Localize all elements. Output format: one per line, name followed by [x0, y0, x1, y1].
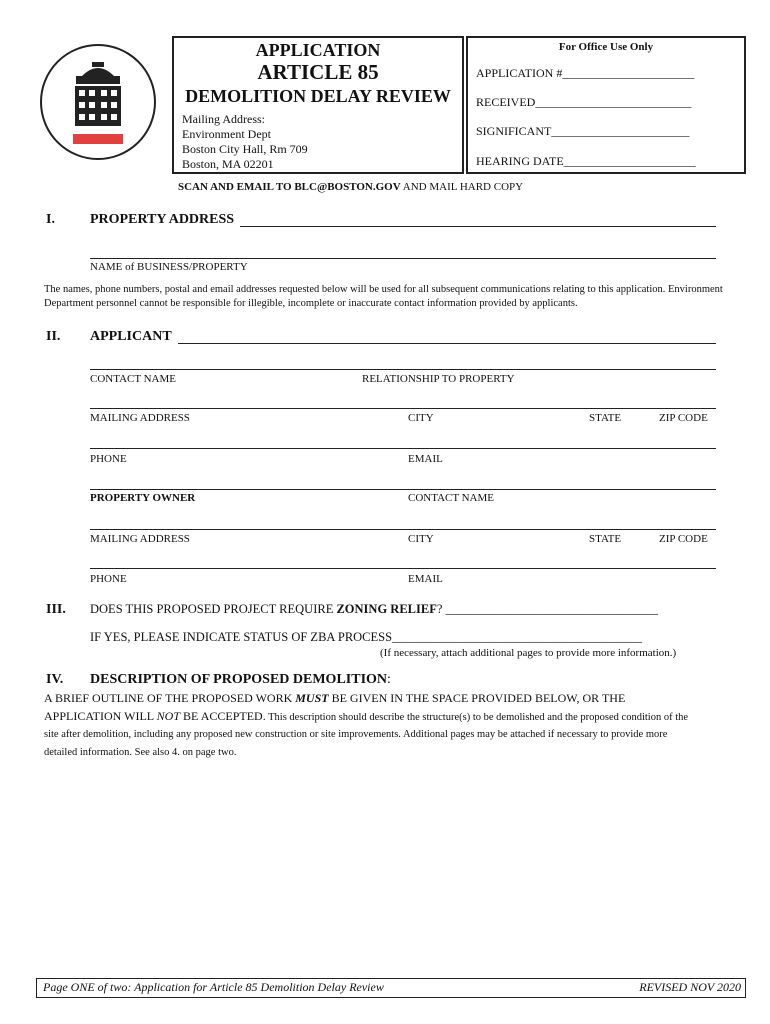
property-address-field[interactable] [240, 226, 716, 227]
owner-phone-label: PHONE [90, 573, 127, 585]
mailing-address-label: MAILING ADDRESS [90, 412, 190, 424]
page-footer [36, 978, 746, 998]
property-owner-field[interactable] [90, 489, 716, 490]
section-number-2: II. [46, 329, 61, 344]
state-label: STATE [589, 412, 622, 424]
title-box [172, 36, 464, 174]
email-label: EMAIL [408, 453, 443, 465]
mailing-address-block [182, 112, 308, 172]
mailing-line: Mailing Address: [182, 112, 265, 126]
owner-mailing-address-label: MAILING ADDRESS [90, 533, 190, 545]
instruction-email: SCAN AND EMAIL TO BLC@BOSTON.GOV [178, 181, 401, 193]
description-instruction-line4: detailed information. See also 4. on page two. [44, 747, 237, 758]
phone-label: PHONE [90, 453, 127, 465]
contact-name-field[interactable] [90, 369, 716, 370]
line1-pre: A BRIEF OUTLINE OF THE PROPOSED WORK [44, 691, 296, 705]
section-title-description [90, 672, 391, 688]
owner-email-label: EMAIL [408, 573, 443, 585]
line2-small: This description should describe the structure(s) to be demolished and the proposed condition of the [265, 712, 689, 723]
property-owner-label: PROPERTY OWNER [90, 492, 196, 504]
received-field[interactable]: RECEIVED__________________________ [476, 95, 692, 109]
section-number-4: IV. [46, 672, 64, 687]
office-use-heading: For Office Use Only [558, 41, 654, 53]
not-emphasis: NOT [156, 709, 181, 723]
must-emphasis: MUST [295, 691, 329, 705]
significant-field[interactable]: SIGNIFICANT_______________________ [476, 124, 690, 138]
hearing-date-field[interactable]: HEARING DATE______________________ [476, 154, 696, 168]
business-name-field[interactable] [90, 258, 716, 259]
relationship-label: RELATIONSHIP TO PROPERTY [362, 373, 515, 385]
section-number-3: III. [46, 602, 66, 617]
building-icon [42, 46, 154, 158]
contact-name-label: CONTACT NAME [90, 373, 177, 385]
section-title-property-address: PROPERTY ADDRESS [90, 212, 235, 227]
zba-status-field[interactable]: IF YES, PLEASE INDICATE STATUS OF ZBA PROCESS________________________________________ [90, 630, 643, 644]
attach-pages-note: (If necessary, attach additional pages to provide more information.) [380, 647, 677, 659]
mailing-line: Boston, MA 02201 [182, 157, 274, 171]
form-title-demolition: DEMOLITION DELAY REVIEW [185, 86, 451, 106]
owner-city-label: CITY [408, 533, 434, 545]
description-textarea[interactable] [44, 766, 744, 966]
line2-pre: APPLICATION WILL [44, 709, 157, 723]
section-number-1: I. [46, 212, 55, 227]
applicant-phone-field[interactable] [90, 448, 716, 449]
submission-instruction [178, 181, 523, 193]
zoning-question-pre: DOES THIS PROPOSED PROJECT REQUIRE [90, 602, 337, 616]
form-title-article: ARTICLE 85 [257, 60, 379, 84]
business-name-label: NAME of BUSINESS/PROPERTY [90, 261, 248, 273]
owner-mailing-field[interactable] [90, 529, 716, 530]
section-title-applicant: APPLICANT [90, 329, 172, 344]
applicant-name-field[interactable] [178, 343, 716, 344]
description-instruction-line2 [44, 709, 688, 724]
application-number-field[interactable]: APPLICATION #______________________ [476, 66, 695, 80]
line2-post: BE ACCEPTED. [180, 709, 266, 723]
line1-post: BE GIVEN IN THE SPACE PROVIDED BELOW, OR THE [328, 691, 626, 705]
footer-page-label: Page ONE of two: Application for Article 85 Demolition Delay Review [43, 980, 384, 994]
owner-zip-code-label: ZIP CODE [659, 533, 708, 545]
city-label: CITY [408, 412, 434, 424]
owner-contact-name-label: CONTACT NAME [408, 492, 495, 504]
zip-code-label: ZIP CODE [659, 412, 708, 424]
description-colon: : [387, 672, 391, 687]
description-instruction-line1 [44, 691, 625, 706]
instruction-rest: AND MAIL HARD COPY [400, 181, 524, 193]
zoning-relief-question[interactable] [90, 602, 658, 617]
applicant-mailing-field[interactable] [90, 408, 716, 409]
description-instruction-line3: site after demolition, including any proposed new construction or site improvements. Additional pages may be attached if necessary to provide more [44, 729, 668, 740]
contact-notice: The names, phone numbers, postal and email addresses requested below will be used for all subsequent communications relating to this application. Environment Department personnel cannot be responsible for illegible, incomplete or inaccurate contact information provided by applicants. [44, 284, 723, 309]
zoning-relief-term: ZONING RELIEF [336, 602, 437, 616]
footer-revision: REVISED NOV 2020 [639, 980, 741, 994]
boston-logo [40, 44, 156, 160]
form-title-application: APPLICATION [255, 40, 381, 60]
description-title: DESCRIPTION OF PROPOSED DEMOLITION [90, 672, 388, 687]
mailing-line: Environment Dept [182, 127, 271, 141]
mailing-line: Boston City Hall, Rm 709 [182, 142, 308, 156]
owner-state-label: STATE [589, 533, 622, 545]
zoning-question-post: ? __________________________________ [436, 602, 659, 616]
owner-phone-field[interactable] [90, 568, 716, 569]
office-use-box [466, 36, 746, 174]
